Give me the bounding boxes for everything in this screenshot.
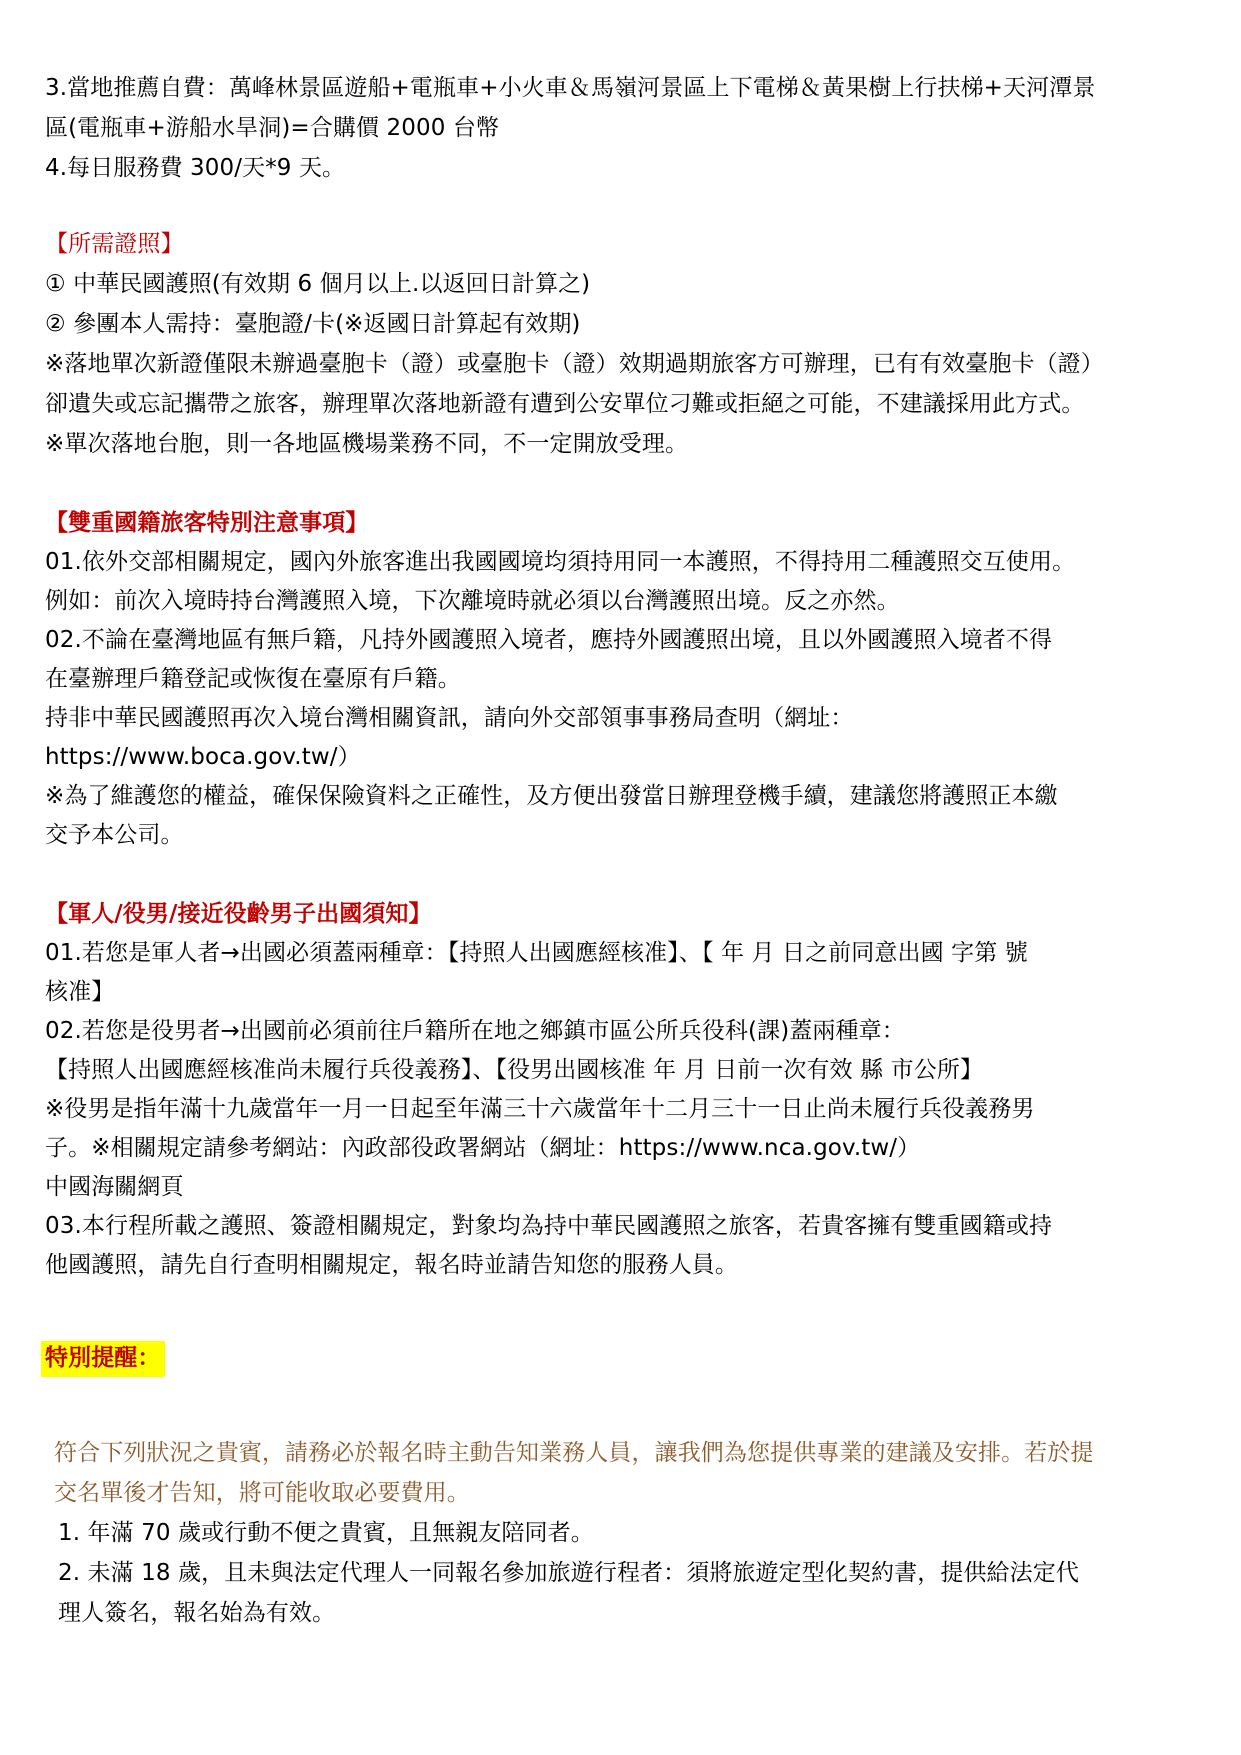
line-military-1: 01.若您是軍人者→出國必須蓋兩種章：【持照人出國應經核准】、【 年 月 日之前同意出國 字第 號 [45, 940, 1028, 966]
special-reminder-highlight: 特別提醒： [41, 1341, 165, 1377]
line-military-6: 子。※相關規定請參考網站：內政部役政署網站（網址：https://www.nca.gov.tw/） [45, 1135, 921, 1161]
line-military-4: 【持照人出國應經核准尚未履行兵役義務】、【役男出國核准 年 月 日前一次有效 縣 市公所】 [45, 1057, 984, 1083]
line-dual-nationality-5: 持非中華民國護照再次入境台灣相關資訊，請向外交部領事事務局查明（網址： [45, 705, 854, 731]
line-dual-nationality-1: 01.依外交部相關規定，國內外旅客進出我國國境均須持用同一本護照，不得持用二種護照交互使用。 [45, 549, 1076, 575]
line-reminder-item-1: 1. 年滿 70 歲或行動不便之貴賓，且無親友陪同者。 [58, 1520, 594, 1546]
line-landing-permit-note-2: 卻遺失或忘記攜帶之旅客，辦理單次落地新證有遭到公安單位刁難或拒絕之可能，不建議採用此方式。 [45, 391, 1085, 417]
line-dual-nationality-3: 02.不論在臺灣地區有無戶籍，凡持外國護照入境者，應持外國護照出境，且以外國護照入境者不得 [45, 627, 1053, 653]
heading-special-reminder [41, 1344, 165, 1372]
line-insurance-note-1: ※為了維護您的權益，確保保險資料之正確性，及方便出發當日辦理登機手續，建議您將護照正本繳 [45, 783, 1058, 809]
line-china-customs: 中國海關網頁 [45, 1174, 184, 1200]
line-military-5: ※役男是指年滿十九歲當年一月一日起至年滿三十六歲當年十二月三十一日止尚未履行兵役義務男 [45, 1096, 1035, 1122]
line-reminder-1: 符合下列狀況之貴賓，請務必於報名時主動告知業務人員，讓我們為您提供專業的建議及安排。若於提 [54, 1440, 1094, 1466]
line-passport-requirement: ① 中華民國護照(有效期 6 個月以上.以返回日計算之) [45, 271, 591, 297]
line-reminder-item-2b: 理人簽名，報名始為有效。 [58, 1600, 336, 1626]
line-military-7: 03.本行程所載之護照、簽證相關規定，對象均為持中華民國護照之旅客，若貴客擁有雙重國籍或持 [45, 1213, 1053, 1239]
line-landing-permit-note-3: ※單次落地台胞，則一各地區機場業務不同，不一定開放受理。 [45, 431, 689, 457]
line-reminder-2: 交名單後才告知，將可能收取必要費用。 [54, 1480, 470, 1506]
line-daily-service-fee: 4.每日服務費 300/天*9 天。 [45, 155, 346, 181]
line-boca-url: https://www.boca.gov.tw/） [45, 744, 361, 770]
line-taiwan-compatriot-permit: ② 參團本人需持：臺胞證/卡(※返國日計算起有效期) [45, 311, 581, 337]
line-local-optional-tours-1: 3.當地推薦自費：萬峰林景區遊船+電瓶車+小火車＆馬嶺河景區上下電梯＆黃果樹上行扶梯+天河潭景 [45, 75, 1096, 101]
line-dual-nationality-4: 在臺辦理戶籍登記或恢復在臺原有戶籍。 [45, 666, 461, 692]
line-military-2: 核准】 [45, 979, 115, 1005]
line-military-8: 他國護照，請先自行查明相關規定，報名時並請告知您的服務人員。 [45, 1252, 738, 1278]
line-reminder-item-2a: 2. 未滿 18 歲，且未與法定代理人一同報名參加旅遊行程者：須將旅遊定型化契約書，提供給法定代 [58, 1560, 1079, 1586]
line-dual-nationality-2: 例如：前次入境時持台灣護照入境，下次離境時就必須以台灣護照出境。反之亦然。 [45, 588, 900, 614]
line-landing-permit-note-1: ※落地單次新證僅限未辦過臺胞卡（證）或臺胞卡（證）效期過期旅客方可辦理，已有有效臺胞卡（證） [45, 351, 1104, 377]
line-military-3: 02.若您是役男者→出國前必須前往戶籍所在地之鄉鎮市區公所兵役科(課)蓋兩種章： [45, 1018, 905, 1044]
heading-military-notice: 【軍人/役男/接近役齡男子出國須知】 [45, 901, 432, 927]
heading-required-documents: 【所需證照】 [45, 231, 184, 257]
line-local-optional-tours-2: 區(電瓶車+游船水旱洞)=合購價 2000 台幣 [45, 115, 500, 141]
heading-dual-nationality: 【雙重國籍旅客特別注意事項】 [45, 510, 369, 536]
line-insurance-note-2: 交予本公司。 [45, 822, 184, 848]
